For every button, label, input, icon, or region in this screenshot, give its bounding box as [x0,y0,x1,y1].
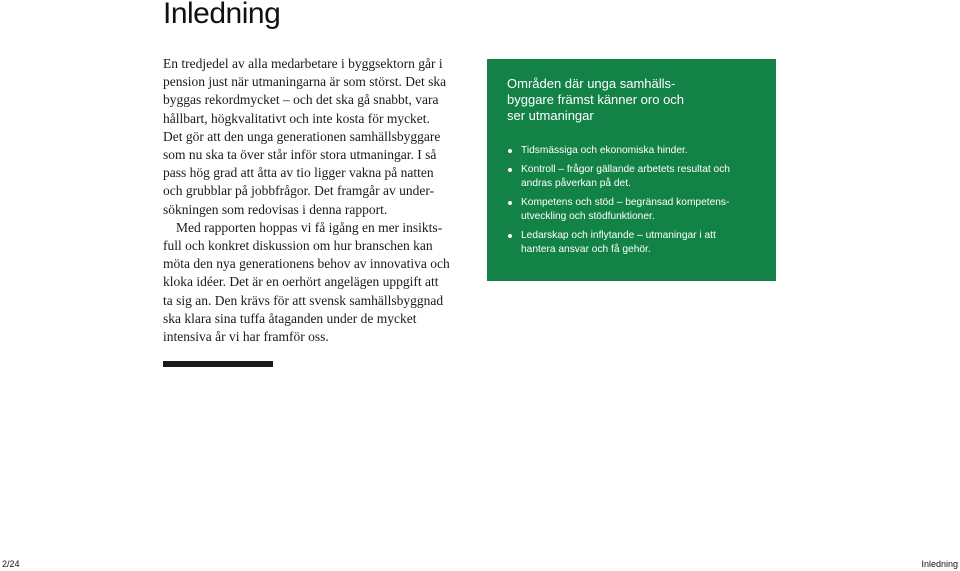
text-line: byggas rekordmycket – och det ska gå snabbt, vara [163,92,439,108]
page-title: Inledning [163,0,281,30]
info-box-list [507,144,756,257]
list-item [507,229,756,257]
text-line: intensiva år vi har framför oss. [163,329,329,345]
text-line: En tredjedel av alla medarbetare i byggsektorn går i [163,56,443,71]
text-line: Det gör att den unga generationen samhällsbyggare [163,128,441,144]
text-line: Med rapporten hoppas vi få igång en mer insikts- [176,219,443,235]
bullet-icon [508,201,512,205]
text-line: Tidsmässiga och ekonomiska hinder. [521,145,688,156]
text-line: pension just när utmaningarna är som störst. Det ska [163,74,447,90]
divider-bar [163,361,273,367]
text-line: ser utmaningar [507,108,594,123]
list-item [507,163,756,191]
bullet-icon [508,168,512,172]
text-line: ta sig an. Den krävs för att svensk samhällsbyggnad [163,292,444,308]
intro-paragraph-1 [163,55,463,219]
bullet-icon [508,149,512,153]
text-line: möta den nya generationens behov av innovativa och [163,256,450,272]
footer-section-label: Inledning [921,559,958,569]
text-line: hantera ansvar och få gehör. [521,244,651,255]
text-line: Områden där unga samhälls- [507,76,676,91]
info-box [487,59,776,281]
text-line: kloka idéer. Det är en oerhört angelägen uppgift att [163,274,439,290]
list-item [507,144,756,158]
list-item [507,196,756,224]
text-line: byggare främst känner oro och [507,92,685,107]
text-line: full och konkret diskussion om hur branschen kan [163,238,433,254]
text-line: som nu ska ta över står inför stora utmaningar. I så [163,147,437,163]
info-box-title [507,76,756,124]
text-line: Ledarskap och inflytande – utmaningar i att [521,230,716,241]
text-line: Kontroll – frågor gällande arbetets resultat och [521,164,730,175]
intro-text [163,55,463,346]
bullet-icon [508,234,512,238]
text-line: sökningen som redovisas i denna rapport. [163,201,388,217]
text-line: och grubblar på jobbfrågor. Det framgår av under- [163,183,435,199]
intro-paragraph-2 [163,219,463,346]
page-number: 2/24 [2,559,20,569]
text-line: utveckling och stödfunktioner. [521,211,655,222]
text-line: ska klara sina tuffa åtaganden under de mycket [163,310,417,326]
text-line: pass hög grad att åtta av tio ligger vakna på natten [163,165,434,181]
text-line: andras påverkan på det. [521,178,631,189]
text-line: Kompetens och stöd – begränsad kompetens- [521,197,730,208]
text-line: hållbart, högkvalitativt och inte kosta för mycket. [163,110,430,126]
